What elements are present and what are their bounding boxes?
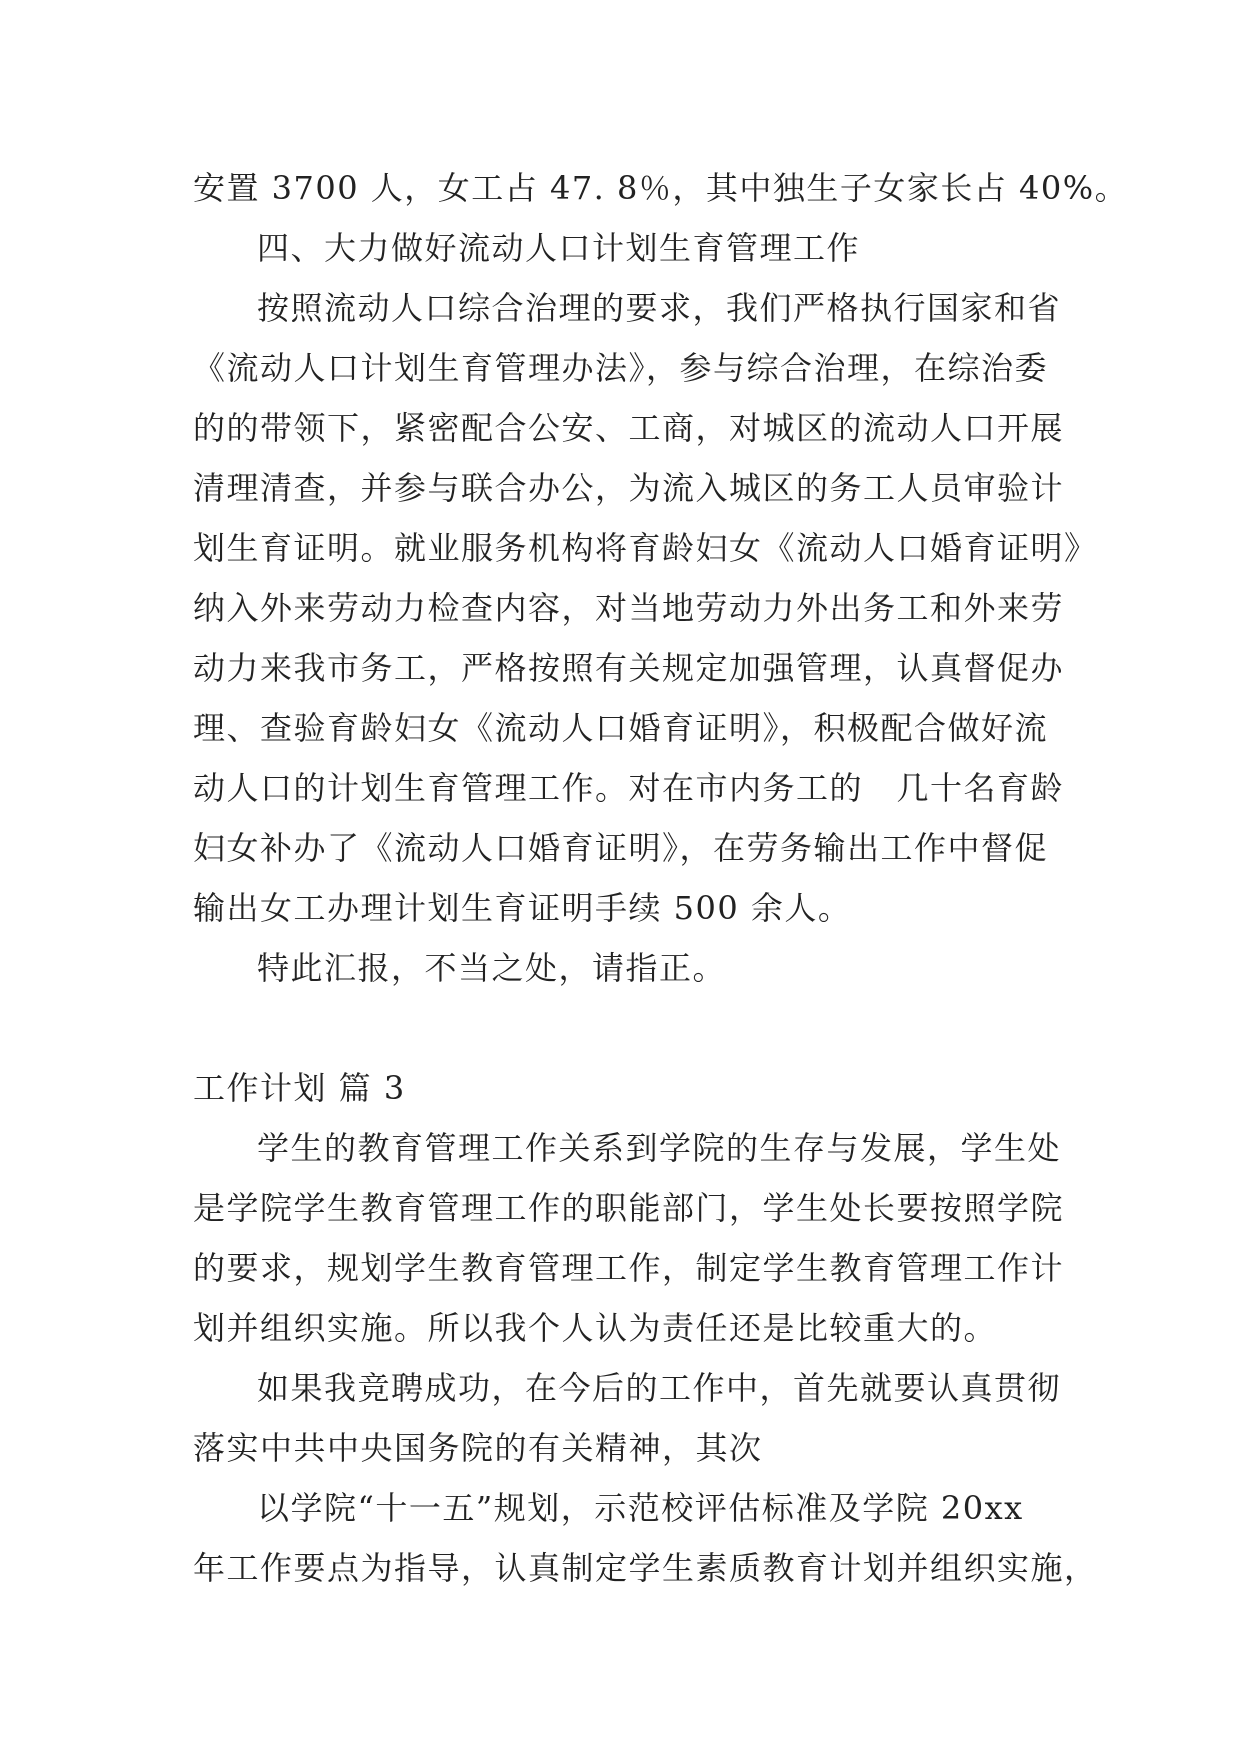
paragraph-line: 输出女工办理计划生育证明手续 500 余人。 xyxy=(193,889,852,927)
paragraph-line: 落实中共中央国务院的有关精神，其次 xyxy=(193,1429,763,1467)
paragraph-line: 理、查验育龄妇女《流动人口婚育证明》，积极配合做好流 xyxy=(193,709,1049,747)
paragraph-line: 清理清查，并参与联合办公，为流入城区的务工人员审验计 xyxy=(193,469,1065,507)
paragraph-line: 划并组织实施。所以我个人认为责任还是比较重大的。 xyxy=(193,1309,998,1347)
paragraph-line: 动力来我市务工，严格按照有关规定加强管理，认真督促办 xyxy=(193,649,1065,687)
paragraph-line: 《流动人口计划生育管理办法》，参与综合治理，在综治委 xyxy=(193,349,1049,387)
paragraph-line: 的的带领下，紧密配合公安、工商，对城区的流动人口开展 xyxy=(193,409,1065,447)
paragraph-line: 按照流动人口综合治理的要求，我们严格执行国家和省 xyxy=(257,289,1062,327)
paragraph-line: 特此汇报，不当之处，请指正。 xyxy=(257,949,727,987)
section-heading: 四、大力做好流动人口计划生育管理工作 xyxy=(257,229,861,267)
paragraph-line: 安置 3700 人，女工占 47. 8％，其中独生子女家长占 40%。 xyxy=(193,169,1129,207)
paragraph-line: 是学院学生教育管理工作的职能部门，学生处长要按照学院 xyxy=(193,1189,1065,1227)
paragraph-line: 动人口的计划生育管理工作。对在市内务工的 几十名育龄 xyxy=(193,769,1065,807)
paragraph-line: 划生育证明。就业服务机构将育龄妇女《流动人口婚育证明》 xyxy=(193,529,1098,567)
paragraph-line: 学生的教育管理工作关系到学院的生存与发展，学生处 xyxy=(257,1129,1062,1167)
paragraph-line: 纳入外来劳动力检查内容，对当地劳动力外出务工和外来劳 xyxy=(193,589,1065,627)
section-title: 工作计划 篇 3 xyxy=(193,1069,406,1107)
paragraph-line: 年工作要点为指导，认真制定学生素质教育计划并组织实施， xyxy=(193,1549,1098,1587)
paragraph-line: 妇女补办了《流动人口婚育证明》，在劳务输出工作中督促 xyxy=(193,829,1049,867)
paragraph-line: 以学院“十一五”规划，示范校评估标准及学院 20xx xyxy=(257,1489,1024,1527)
paragraph-line: 如果我竞聘成功，在今后的工作中，首先就要认真贯彻 xyxy=(257,1369,1062,1407)
paragraph-line: 的要求，规划学生教育管理工作，制定学生教育管理工作计 xyxy=(193,1249,1065,1287)
